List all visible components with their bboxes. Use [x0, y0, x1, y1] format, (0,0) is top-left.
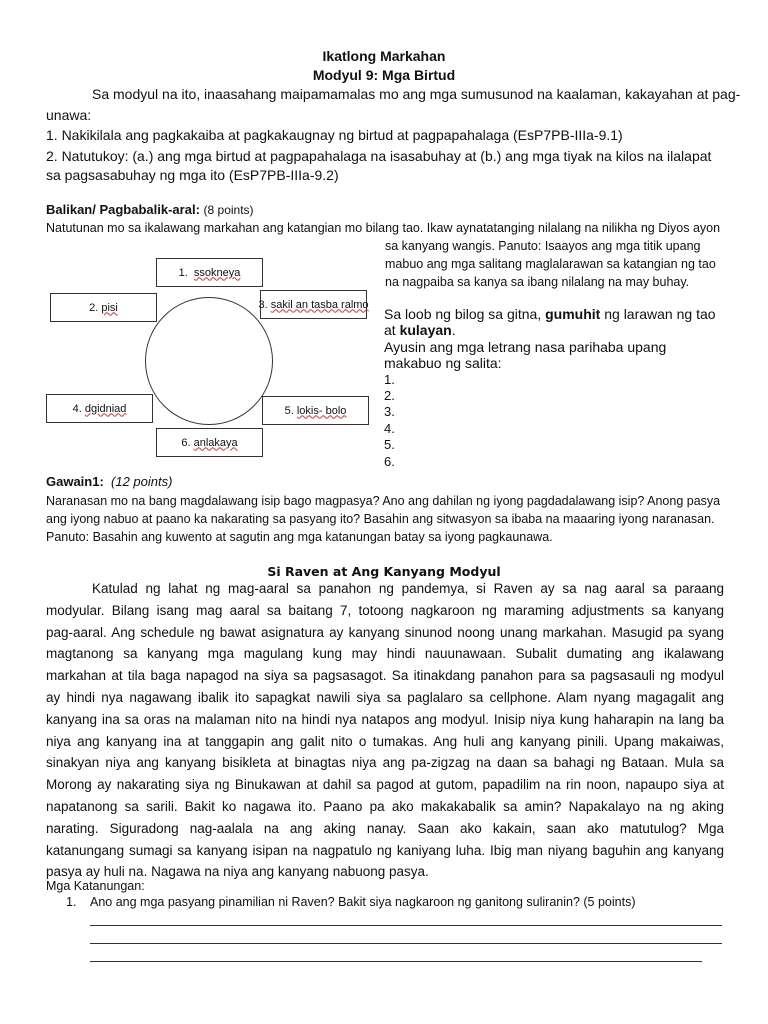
story-line: magtanong sa kanyang mga magulang kung may hindi nauunawaan. Subalit dumating ang ikalawang — [46, 646, 724, 662]
intro-line: unawa: — [46, 107, 92, 123]
scrambled-word: ssokneya — [193, 266, 241, 279]
story-line: niya ang kanyang ina at tanggapin ang galit nito o tumakas. Ang huli ang kanyang pinili. Upang makaiwas, — [46, 733, 724, 749]
balikan-title: Balikan/ Pagbabalik-aral: — [46, 202, 200, 217]
gawain-title: Gawain1: — [46, 474, 104, 489]
scrambled-word: pisi — [101, 301, 118, 314]
question-1: Ano ang mga pasyang pinamilian ni Raven? Bakit siya nagkaroon ng ganitong suliranin? (5 points) — [90, 895, 636, 909]
instr-bold: kulayan — [399, 322, 452, 339]
box-num: 6. — [181, 436, 191, 449]
scrambled-word: lokis- bolo — [296, 404, 347, 417]
answer-item[interactable]: 2. — [384, 388, 395, 404]
story-body — [46, 578, 724, 883]
instr: ng larawan ng tao — [600, 306, 716, 322]
gawain-text: Panuto: Basahin ang kuwento at sagutin ang mga katanungan batay sa iyong pagkaunawa. — [46, 530, 553, 544]
word-box-3 — [260, 290, 367, 319]
story-line: sinakyan niya ang kanyang bisikleta at binagtas niya ang pa-zigzag na daan sa bahagi ng Bataan. Mula sa — [46, 755, 724, 771]
answer-item[interactable]: 6. — [384, 453, 395, 469]
story-line: Morong ay nakarating siya ng Binukawan at dahil sa pagod at gutom, papadilim na rin noon, napaupo siya at — [46, 777, 724, 793]
story-line: napatanong sa sarili. Bakit ko nagawa ito. Paano pa ako makakabalik sa amin? Napakalayo na ng aking — [46, 798, 724, 814]
instr: Sa loob ng bilog sa gitna, — [384, 306, 546, 322]
gawain-text: ang iyong nabuo at paano ka nakarating sa pasyang ito? Basahin ang sitwasyon sa ibaba na maaaring iyong naranasan. — [46, 512, 715, 526]
balikan-text: na nagpaiba sa kanya sa ibang nilalang na may buhay. — [385, 275, 690, 289]
scrambled-word: sakil an tasba ralmo — [270, 298, 369, 311]
word-box-5 — [262, 396, 369, 425]
story-title: Si Raven at Ang Kanyang Modyul — [267, 564, 501, 579]
instr: Ayusin ang mga letrang nasa parihaba upang — [384, 338, 667, 355]
scrambled-word: dgidniad — [84, 402, 127, 415]
box-num: 3. — [258, 298, 268, 311]
word-box-4 — [46, 394, 153, 423]
balikan-text: mabuo ang mga salitang maglalarawan sa katangian ng tao — [385, 257, 716, 271]
instr: at — [384, 322, 400, 339]
story-line: modyular. Bilang isang mag aaral sa baitang 7, totoong nagkaroon ng maraming adjustments sa kanyang — [46, 602, 724, 618]
balikan-points: (8 points) — [203, 203, 254, 217]
answer-item[interactable]: 1. — [384, 371, 395, 387]
module-title: Modyul 9: Mga Birtud — [312, 67, 456, 83]
box-num: 1. — [178, 266, 188, 279]
word-box-2 — [50, 293, 157, 322]
story-line: kanyang ina sa oras na malaman nito na hindi nya natapos ang modyul. Inisip niya kung haharapin na lang ba — [46, 711, 724, 727]
question-number: 1. — [66, 895, 77, 909]
box-num: 5. — [284, 404, 294, 417]
objective-2-cont: sa pagsasabuhay ng mga ito (EsP7PB-IIIa-9.2) — [46, 167, 339, 183]
answer-item[interactable]: 5. — [384, 437, 395, 453]
answer-item[interactable]: 4. — [384, 420, 395, 436]
scrambled-word: anlakaya — [193, 436, 238, 449]
story-line: ay hindi nya nagawang ibalik ito sapagkat nawili siya sa paglalaro sa cellphone. Alam nyang magagalit ang — [46, 689, 724, 705]
answer-line[interactable] — [90, 943, 722, 944]
objective-2: 2. Natutukoy: (a.) ang mga birtud at pagpapahalaga na isasabuhay at (b.) ang mga tiyak na kilos na ilalapat — [46, 148, 712, 164]
story-line: pag-aaral. Ang schedule ng bawat asignatura ay kanyang sinunod noong unang markahan. Masugid pa syang — [46, 624, 724, 640]
drawing-instructions — [384, 306, 716, 470]
story-line: katanungang sumagi sa kanyang isipan na nagpatulo ng kaniyang luha. Ibig man niyang baguhin ang kanyang — [46, 842, 724, 858]
answer-item[interactable]: 3. — [384, 404, 395, 420]
gawain-text: Naranasan mo na bang magdalawang isip bago magpasya? Ano ang dahilan ng iyong pagdadalawang isip? Anong pasya — [46, 494, 721, 508]
story-line: narating. Siguradong nag-aalala na ang aking nanay. Saan ako kakain, saan ako matutulog? Mga — [46, 820, 724, 836]
intro-line: Sa modyul na ito, inaasahang maipamamalas mo ang mga sumusunod na kaalaman, kakayahan at pag- — [92, 86, 741, 102]
balikan-text: sa kanyang wangis. Panuto: Isaayos ang mga titik upang — [385, 239, 701, 253]
quarter-title: Ikatlong Markahan — [322, 48, 446, 64]
balikan-text: Natutunan mo sa ikalawang markahan ang katangian mo bilang tao. Ikaw aynatatanging nilalang na nilikha ng Diyos ayon — [46, 221, 721, 235]
gawain-points: (12 points) — [111, 474, 173, 489]
box-num: 2. — [89, 301, 99, 314]
questions-title: Mga Katanungan: — [46, 879, 145, 893]
instr: . — [451, 322, 456, 339]
word-box-1 — [156, 258, 263, 287]
story-line: markahan at tila baga napagod na siya sa pagsasagot. Sa itinakdang panahon para sa pagsasauli ng modyul — [46, 668, 724, 684]
word-box-6 — [156, 428, 263, 457]
box-num: 4. — [72, 402, 82, 415]
gawain-heading — [46, 474, 172, 489]
objective-1: 1. Nakikilala ang pagkakaiba at pagkakaugnay ng birtud at pagpapahalaga (EsP7PB-IIIa-9.1) — [46, 127, 623, 143]
drawing-circle[interactable] — [145, 297, 273, 425]
story-line: pasya ay huli na. Nagawa na niya ang kanyang nabuong pasya. — [46, 864, 429, 880]
balikan-heading — [46, 202, 254, 217]
story-line: Katulad ng lahat ng mag-aaral sa panahon ng pandemya, si Raven ay sa nag aaral sa paraang — [92, 581, 724, 596]
instr: makabuo ng salita: — [384, 355, 502, 372]
answer-line[interactable] — [90, 925, 722, 926]
answer-line[interactable] — [90, 961, 702, 962]
instr-bold: gumuhit — [545, 306, 601, 322]
